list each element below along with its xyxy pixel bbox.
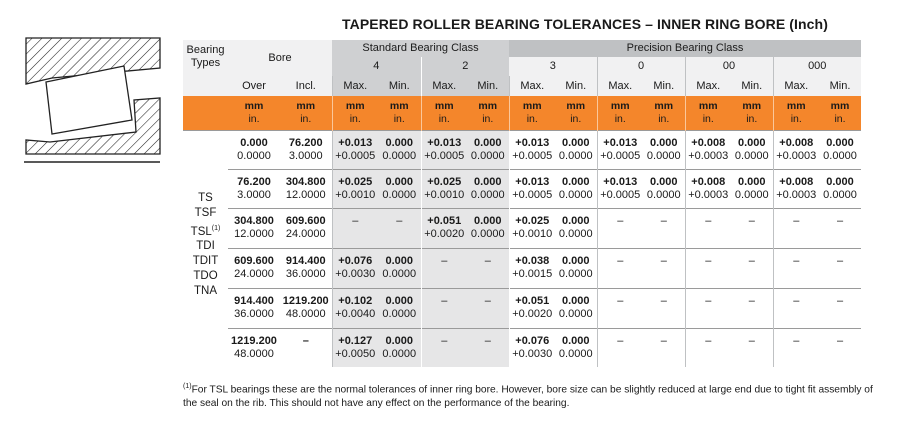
min-value-cell: – — [643, 248, 685, 288]
min-value-cell: 0.000 0.0000 — [378, 169, 421, 208]
min-value-cell: 0.000 0.0000 — [378, 328, 421, 367]
max-value-cell: – — [421, 248, 467, 288]
unit-cell — [467, 96, 509, 130]
min-value-cell: – — [643, 208, 685, 248]
max-header: Max. — [332, 76, 378, 96]
min-value-cell: – — [467, 248, 509, 288]
bore-incl-cell: 304.800 12.0000 — [280, 169, 332, 208]
bore-over-cell: 76.200 3.0000 — [228, 169, 280, 208]
table-row — [183, 328, 861, 367]
max-value-cell: +0.013 +0.0005 — [597, 130, 643, 169]
max-value-cell: – — [773, 208, 819, 248]
min-value-cell: – — [378, 208, 421, 248]
tolerance-table — [183, 40, 861, 367]
unit-mm: mm — [786, 99, 806, 112]
min-value-cell: 0.000 0.0000 — [467, 208, 509, 248]
unit-in: in. — [614, 112, 626, 125]
bearing-type: TDO — [193, 270, 218, 283]
unit-cell — [555, 96, 597, 130]
min-value-cell: 0.000 0.0000 — [555, 130, 597, 169]
unit-mm: mm — [742, 99, 762, 112]
min-value-cell: – — [731, 248, 773, 288]
min-value-cell: 0.000 0.0000 — [555, 208, 597, 248]
unit-mm: mm — [478, 99, 498, 112]
bearing-type: TSF — [194, 206, 217, 219]
max-header: Max. — [597, 76, 643, 96]
unit-cell — [773, 96, 819, 130]
bore-incl-cell: 914.400 36.0000 — [280, 248, 332, 288]
bore-incl-cell: 76.200 3.0000 — [280, 130, 332, 169]
min-value-cell: – — [731, 288, 773, 328]
min-value-cell: 0.000 0.0000 — [555, 328, 597, 367]
max-value-cell: +0.076 +0.0030 — [509, 328, 555, 367]
bore-over-cell: 609.600 24.0000 — [228, 248, 280, 288]
unit-mm: mm — [296, 99, 316, 112]
bore-incl-cell: 609.600 24.0000 — [280, 208, 332, 248]
bore-incl-cell: 1219.200 48.0000 — [280, 288, 332, 328]
precision-class-header: Precision Bearing Class — [509, 40, 861, 57]
max-value-cell: +0.127 +0.0050 — [332, 328, 378, 367]
max-value-cell: +0.013 +0.0005 — [332, 130, 378, 169]
unit-mm: mm — [434, 99, 454, 112]
max-value-cell: – — [332, 208, 378, 248]
bore-over-cell: 914.400 36.0000 — [228, 288, 280, 328]
unit-mm: mm — [830, 99, 850, 112]
bearing-type: TSL$^{(1)}$ — [190, 224, 221, 238]
table-row — [183, 208, 861, 248]
max-value-cell: +0.038 +0.0015 — [509, 248, 555, 288]
tolerance-rows — [183, 130, 861, 367]
unit-in: in. — [438, 112, 450, 125]
max-value-cell: +0.025 +0.0010 — [421, 169, 467, 208]
max-value-cell: +0.008 +0.0003 — [685, 169, 731, 208]
min-value-cell: – — [643, 328, 685, 367]
unit-in: in. — [482, 112, 494, 125]
max-header: Max. — [685, 76, 731, 96]
unit-in: in. — [248, 112, 260, 125]
class-00-header: 00 — [685, 57, 773, 76]
unit-in: in. — [658, 112, 670, 125]
unit-mm: mm — [610, 99, 630, 112]
unit-in: in. — [570, 112, 582, 125]
min-value-cell: 0.000 0.0000 — [378, 130, 421, 169]
max-value-cell: +0.008 +0.0003 — [773, 169, 819, 208]
min-header: Min. — [467, 76, 509, 96]
min-value-cell: 0.000 0.0000 — [555, 288, 597, 328]
min-value-cell: 0.000 0.0000 — [378, 248, 421, 288]
bore-over-cell: 304.800 12.0000 — [228, 208, 280, 248]
min-value-cell: 0.000 0.0000 — [819, 169, 861, 208]
class-000-header: 000 — [773, 57, 861, 76]
min-value-cell: 0.000 0.0000 — [731, 169, 773, 208]
max-value-cell: – — [773, 288, 819, 328]
unit-in: in. — [526, 112, 538, 125]
min-value-cell: 0.000 0.0000 — [555, 169, 597, 208]
max-value-cell: – — [421, 288, 467, 328]
min-value-cell: 0.000 0.0000 — [731, 130, 773, 169]
class-0-header: 0 — [597, 57, 685, 76]
max-value-cell: – — [597, 288, 643, 328]
table-row — [183, 248, 861, 288]
min-value-cell: – — [819, 288, 861, 328]
max-value-cell: +0.051 +0.0020 — [509, 288, 555, 328]
max-value-cell: – — [597, 248, 643, 288]
unit-cell — [731, 96, 773, 130]
bearing-type: TDIT — [192, 255, 219, 268]
min-header: Min. — [643, 76, 685, 96]
min-value-cell: 0.000 0.0000 — [819, 130, 861, 169]
bearing-types-header: Bearing Types — [183, 40, 228, 96]
max-value-cell: – — [685, 208, 731, 248]
bearing-cross-section-diagram — [24, 36, 164, 168]
bearing-type: TNA — [194, 285, 217, 298]
unit-mm: mm — [566, 99, 586, 112]
unit-mm: mm — [654, 99, 674, 112]
unit-cell — [819, 96, 861, 130]
class-2-header: 2 — [421, 57, 509, 76]
table-row — [183, 169, 861, 208]
max-value-cell: – — [597, 208, 643, 248]
max-value-cell: – — [685, 248, 731, 288]
min-value-cell: 0.000 0.0000 — [555, 248, 597, 288]
unit-in: in. — [300, 112, 312, 125]
class-4-header: 4 — [332, 57, 421, 76]
min-value-cell: 0.000 0.0000 — [467, 130, 509, 169]
table-row — [183, 130, 861, 169]
bearing-types-cell — [183, 130, 228, 367]
max-value-cell: +0.013 +0.0005 — [421, 130, 467, 169]
bearing-type: TS — [198, 191, 213, 204]
max-value-cell: +0.013 +0.0005 — [509, 130, 555, 169]
page-title: TAPERED ROLLER BEARING TOLERANCES – INNER RING BORE (Inch) — [342, 16, 828, 32]
unit-cell — [685, 96, 731, 130]
min-value-cell: – — [731, 208, 773, 248]
min-value-cell: – — [643, 288, 685, 328]
max-header: Max. — [509, 76, 555, 96]
units-row — [183, 96, 861, 130]
max-header: Max. — [773, 76, 819, 96]
max-value-cell: +0.102 +0.0040 — [332, 288, 378, 328]
unit-mm: mm — [389, 99, 409, 112]
unit-in: in. — [746, 112, 758, 125]
unit-mm: mm — [698, 99, 718, 112]
unit-cell — [643, 96, 685, 130]
max-value-cell: +0.051 +0.0020 — [421, 208, 467, 248]
footnote: $^{(1)}$For TSL bearings these are the normal tolerances of inner ring bore. However, bore size can be slightly reduced at large end due to tight fit assembly of the seal on the rib. This should not have any effect on the performance of the bearing. — [183, 383, 873, 410]
unit-in: in. — [790, 112, 802, 125]
max-value-cell: +0.076 +0.0030 — [332, 248, 378, 288]
incl-header: Incl. — [280, 76, 332, 96]
bore-over-cell: 1219.200 48.0000 — [228, 328, 280, 367]
unit-mm: mm — [522, 99, 542, 112]
unit-cell — [332, 96, 378, 130]
max-value-cell: +0.013 +0.0005 — [509, 169, 555, 208]
min-header: Min. — [731, 76, 773, 96]
unit-cell — [228, 96, 280, 130]
max-value-cell: +0.013 +0.0005 — [597, 169, 643, 208]
max-value-cell: – — [597, 328, 643, 367]
max-value-cell: – — [773, 328, 819, 367]
unit-cell — [280, 96, 332, 130]
unit-mm: mm — [244, 99, 264, 112]
min-value-cell: 0.000 0.0000 — [378, 288, 421, 328]
max-header: Max. — [421, 76, 467, 96]
unit-cell — [597, 96, 643, 130]
unit-in: in. — [834, 112, 846, 125]
bore-header: Bore — [228, 40, 332, 76]
unit-in: in. — [349, 112, 361, 125]
unit-in: in. — [702, 112, 714, 125]
min-value-cell: 0.000 0.0000 — [643, 169, 685, 208]
max-value-cell: +0.008 +0.0003 — [773, 130, 819, 169]
table-row — [183, 288, 861, 328]
min-header: Min. — [819, 76, 861, 96]
min-value-cell: – — [467, 328, 509, 367]
unit-in: in. — [393, 112, 405, 125]
unit-cell — [378, 96, 421, 130]
max-value-cell: – — [685, 288, 731, 328]
min-value-cell: – — [467, 288, 509, 328]
min-value-cell: – — [731, 328, 773, 367]
min-value-cell: – — [819, 328, 861, 367]
min-value-cell: 0.000 0.0000 — [643, 130, 685, 169]
min-value-cell: – — [819, 248, 861, 288]
max-value-cell: +0.025 +0.0010 — [332, 169, 378, 208]
max-value-cell: +0.025 +0.0010 — [509, 208, 555, 248]
bearing-type: TDI — [196, 240, 215, 253]
over-header: Over — [228, 76, 280, 96]
min-value-cell: – — [819, 208, 861, 248]
unit-mm: mm — [345, 99, 365, 112]
unit-cell — [509, 96, 555, 130]
max-value-cell: – — [685, 328, 731, 367]
min-value-cell: 0.000 0.0000 — [467, 169, 509, 208]
unit-cell — [421, 96, 467, 130]
class-3-header: 3 — [509, 57, 597, 76]
bore-incl-cell: – — [280, 328, 332, 367]
standard-class-header: Standard Bearing Class — [332, 40, 509, 57]
max-value-cell: +0.008 +0.0003 — [685, 130, 731, 169]
bore-over-cell: 0.000 0.0000 — [228, 130, 280, 169]
max-value-cell: – — [421, 328, 467, 367]
min-header: Min. — [555, 76, 597, 96]
min-header: Min. — [378, 76, 421, 96]
max-value-cell: – — [773, 248, 819, 288]
